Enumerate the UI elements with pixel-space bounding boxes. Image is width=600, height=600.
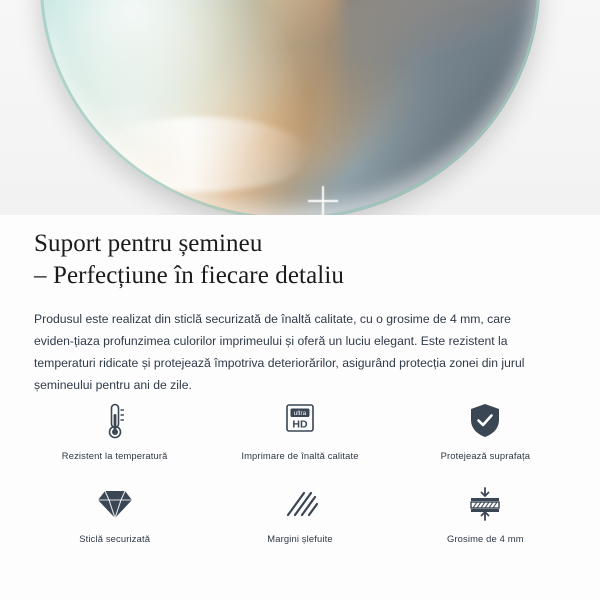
thickness-4mm-icon: [465, 483, 505, 525]
feature-item: [207, 483, 392, 544]
feature-grid: [22, 400, 578, 544]
page-title: [34, 228, 568, 292]
content-block: [34, 228, 568, 396]
feature-label: Margini șlefuite: [267, 533, 333, 544]
shield-check-icon: [468, 400, 502, 442]
feature-item: [393, 400, 578, 461]
feature-label: Grosime de 4 mm: [446, 533, 524, 544]
hero-image: [0, 0, 600, 215]
feature-item: [393, 483, 578, 544]
diamond-icon: [96, 483, 134, 525]
feature-item: [207, 400, 392, 461]
svg-text:HD: HD: [292, 418, 308, 431]
feature-label: Imprimare de înaltă calitate: [241, 450, 359, 461]
thermometer-icon: [102, 400, 128, 442]
ultra-hd-icon: [280, 400, 320, 442]
feature-item: [22, 483, 207, 544]
page-title-line-1: Suport pentru șemineu: [34, 230, 263, 257]
description-paragraph: Produsul este realizat din sticlă securizată de înaltă calitate, cu o grosime de 4 mm, care eviden-țiaza profunzimea culorilor imprimeului și oferă un luciu elegant. Este rezistent la temperaturi ridicate și protejează împotriva deteriorărilor, asigurând protecția zonei din jurul șemineului pentru ani de zile.: [34, 312, 525, 392]
svg-text:ultra: ultra: [293, 410, 307, 418]
page-title-line-2: – Perfecțiune în fiecare detaliu: [34, 262, 344, 289]
feature-label: Protejează suprafața: [440, 450, 531, 461]
feature-label: Sticlă securizată: [79, 533, 151, 544]
feature-item: [22, 400, 207, 461]
polished-edges-icon: [282, 483, 318, 525]
feature-label: Rezistent la temperatură: [61, 450, 168, 461]
